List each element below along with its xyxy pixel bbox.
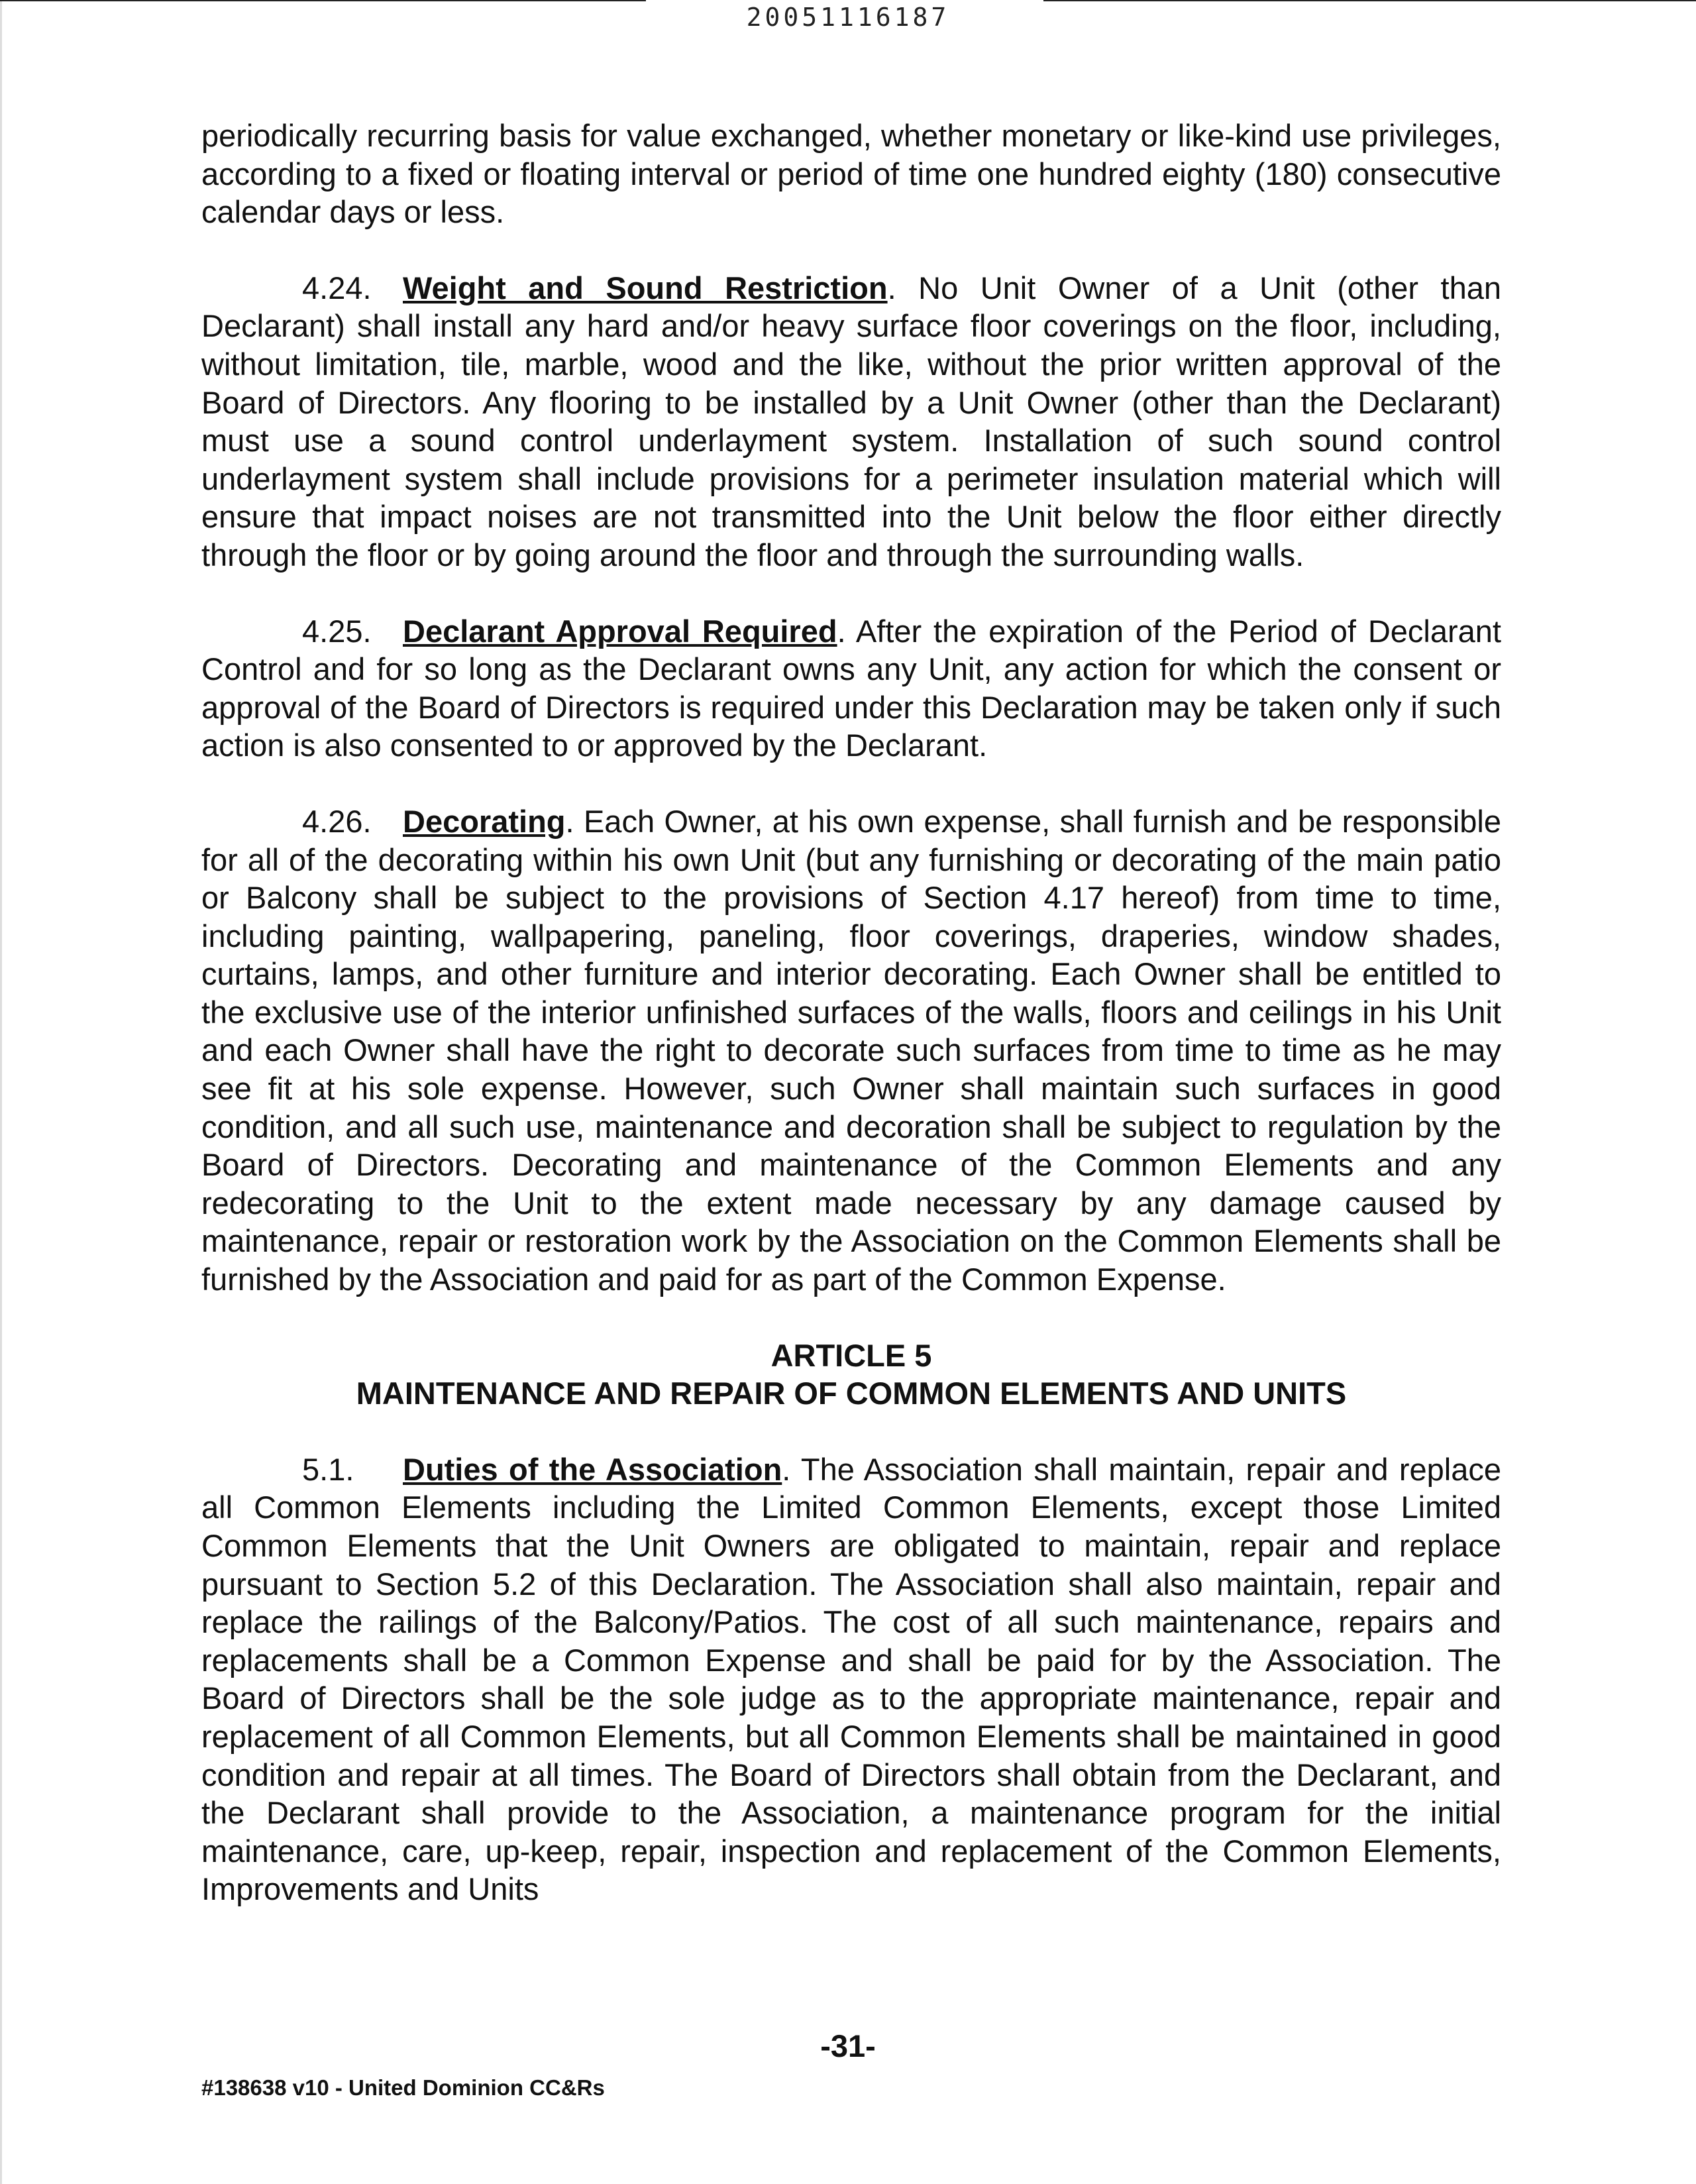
- page-body: [201, 117, 1501, 1908]
- article-title: MAINTENANCE AND REPAIR OF COMMON ELEMENTS AND UNITS: [356, 1376, 1347, 1411]
- section-text: . No Unit Owner of a Unit (other than Declarant) shall install any hard and/or heavy surface floor coverings on the floor, including, without limitation, tile, marble, wood and the like, without the prior written approval of the Board of Directors. Any flooring to be installed by a Unit Owner (other than the Declarant) must use a sound control underlayment system. Installation of such sound control underlayment system shall include provisions for a perimeter insulation material which will ensure that impact noises are not transmitted into the Unit below the floor either directly through the floor or by going around the floor and through the surrounding walls.: [201, 270, 1501, 573]
- scan-edge: [0, 0, 2, 2184]
- header-rule-left: [0, 0, 646, 1]
- section-5-1: [201, 1450, 1501, 1908]
- section-text: . After the expiration of the Period of Declarant Control and for so long as the Declarant owns any Unit, any action for which the consent or approval of the Board of Directors is required under this Declaration may be taken only if such action is also consented to or approved by the Declarant.: [201, 613, 1501, 763]
- article-label: ARTICLE 5: [770, 1337, 932, 1373]
- section-title: Declarant Approval Required: [403, 613, 837, 649]
- recording-number: 20051116187: [746, 3, 950, 32]
- section-4-26: [201, 802, 1501, 1299]
- header-rule-right: [1043, 0, 1696, 1]
- intro-paragraph: periodically recurring basis for value exchanged, whether monetary or like-kind use privileges, according to a fixed or floating interval or period of time one hundred eighty (180) consecutive calendar days or less.: [201, 118, 1501, 230]
- section-4-24: [201, 269, 1501, 574]
- section-text: . The Association shall maintain, repair and replace all Common Elements including the Limited Common Elements, except those Limited Common Elements that the Unit Owners are obligated to maintain, repair and replace pursuant to Section 5.2 of this Declaration. The Association shall also maintain, repair and replace the railings of the Balcony/Patios. The cost of all such maintenance, repairs and replacements shall be a Common Expense and shall be paid for by the Association. The Board of Directors shall be the sole judge as to the appropriate maintenance, repair and replacement of all Common Elements, but all Common Elements shall be maintained in good condition and repair at all times. The Board of Directors shall obtain from the Declarant, and the Declarant shall provide to the Association, a maintenance program for the initial maintenance, care, up-keep, repair, inspection and replacement of the Common Elements, Improvements and Units: [201, 1451, 1501, 1907]
- section-text: . Each Owner, at his own expense, shall furnish and be responsible for all of the decorating within his own Unit (but any furnishing or decorating of the main patio or Balcony shall be subject to the provisions of Section 4.17 hereof) from time to time, including painting, wallpapering, paneling, floor coverings, draperies, window shades, curtains, lamps, and other furniture and interior decorating. Each Owner shall be entitled to the exclusive use of the interior unfinished surfaces of the walls, floors and ceilings in his Unit and each Owner shall have the right to decorate such surfaces from time to time as he may see fit at his sole expense. However, such Owner shall maintain such surfaces in good condition, and all such use, maintenance and decoration shall be subject to regulation by the Board of Directors. Decorating and maintenance of the Common Elements and any redecorating to the Unit to the extent made necessary by any damage caused by maintenance, repair or restoration work by the Association on the Common Elements shall be furnished by the Association and paid for as part of the Common Expense.: [201, 803, 1501, 1297]
- document-id: #138638 v10 - United Dominion CC&Rs: [201, 2075, 605, 2100]
- section-number: 4.26.: [302, 803, 372, 839]
- section-title: Decorating: [403, 803, 566, 839]
- section-title: Weight and Sound Restriction: [403, 270, 888, 305]
- section-4-25: [201, 612, 1501, 765]
- section-number: 5.1.: [302, 1451, 354, 1487]
- section-number: 4.25.: [302, 613, 372, 649]
- section-title: Duties of the Association: [403, 1451, 782, 1487]
- section-number: 4.24.: [302, 270, 372, 305]
- page-number: -31-: [820, 2028, 876, 2063]
